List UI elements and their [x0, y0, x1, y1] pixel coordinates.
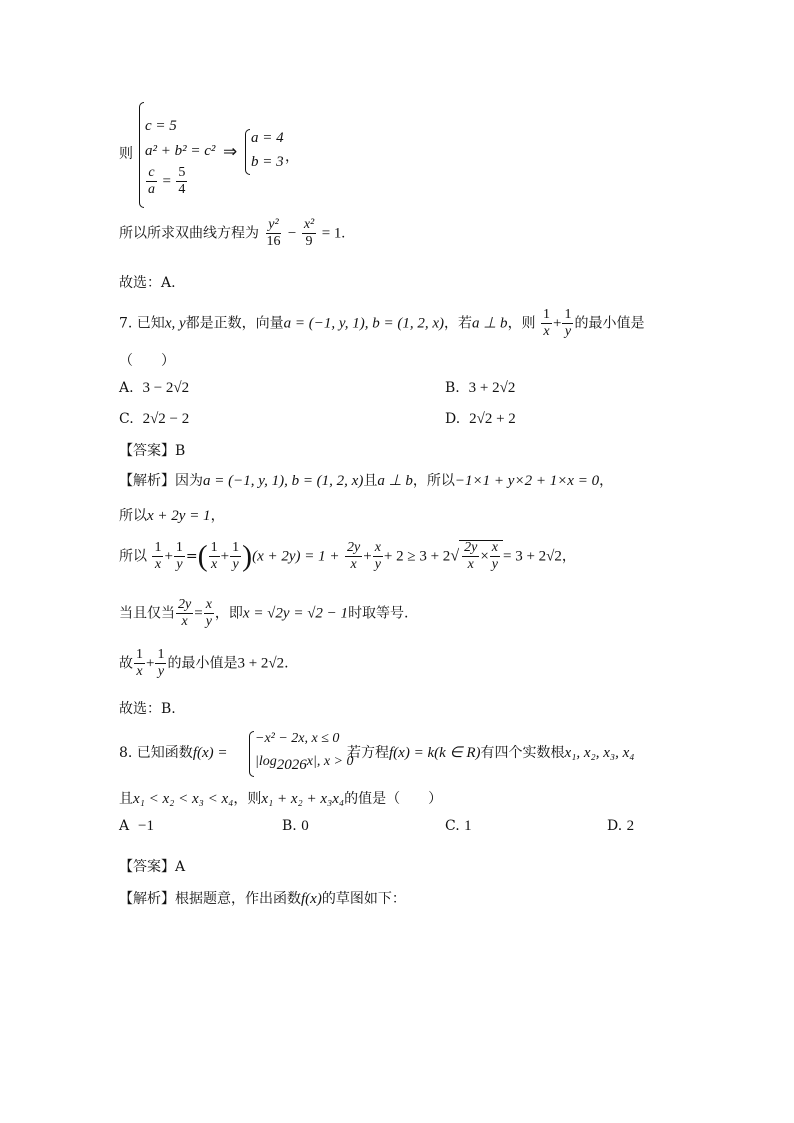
option-7-c[interactable]: C. 2√2 − 2 [119, 411, 190, 427]
solution-7-line-1: 【解析】因为a = (−1, y, 1), b = (1, 2, x)且a ⊥ b，所以−1×1 + y×2 + 1×x = 0， [119, 473, 614, 489]
eq-c: c = 5 [145, 118, 177, 134]
solution-7-line-3: 所以 $\frac{1}{x}$ + $\frac{1}{y}$ =( $\frac{1}{x}$ + $\frac{1}{y}$ )(x + 2y) = 1 + $\frac{2y}{x}$ + $\frac{x}{y}$ + 2 ≥ 3 + 2√ $\frac{2y}{x}$ × $\frac{x}{y}$ = 3 + 2√2， [119, 539, 576, 573]
question-8: 8. 已知函数f(x) = −x² − 2x, x ≤ 0 $|\log_{2026}x|$, x > 0 若方程f(x) = k(k ∈ R)有四个实数根x₁, x₂, x₃, x₄ [119, 728, 699, 778]
option-8-c[interactable]: C. 1 [445, 818, 472, 834]
option-7-d[interactable]: D. 2√2 + 2 [445, 411, 516, 427]
system-of-equations [119, 100, 439, 212]
answer-select-7: 故选：B. [119, 701, 176, 717]
left-brace [139, 102, 144, 208]
piece-2: $|\log_{2026}x|$, x > 0 [255, 754, 354, 773]
piecewise-brace [249, 731, 254, 777]
comma: ， [285, 149, 299, 165]
option-8-d[interactable]: D. 2 [607, 818, 635, 834]
implies-arrow: ⇒ [223, 142, 238, 161]
question-7: 7. 已知x, y都是正数，向量a = (−1, y, 1), b = (1, 2, x)，若a ⊥ b，则 $\frac{1}{x}$ + $\frac{1}{y}$ 的最小值是 [119, 307, 645, 339]
solution-7-line-4: 当且仅当 $\frac{2y}{x}$ = $\frac{x}{y}$ ，即x = √2y = √2 − 1时取等号. [119, 597, 409, 629]
piece-1: −x² − 2x, x ≤ 0 [255, 731, 340, 746]
eq-ratio: $\frac{c}{a}$ = $\frac{5}{4}$ [148, 165, 186, 197]
answer-8: 【答案】A [119, 859, 186, 875]
option-8-b[interactable]: B. 0 [282, 818, 309, 834]
eq-a: a = 4 [251, 130, 284, 146]
solution-8-line-1: 【解析】根据题意，作出函数f(x)的草图如下： [119, 891, 406, 907]
hyperbola-line: 所以所求双曲线方程为 $\frac{\text{y²}}{16}$ − $\frac{\text{x²}}{9}$ = 1. [119, 217, 346, 249]
answer-7: 【答案】B [119, 443, 186, 459]
solution-7-line-5: 故 $\frac{1}{x}$ + $\frac{1}{y}$ 的最小值是3 + 2√2. [119, 647, 289, 679]
eq-pythag: a² + b² = c² [145, 143, 216, 159]
question-7-paren: （ ） [119, 353, 175, 369]
option-7-a[interactable]: A. 3 − 2√2 [119, 380, 190, 396]
eq-b: b = 3 [251, 154, 284, 170]
option-8-a[interactable]: A −1 [119, 818, 154, 834]
question-8-line-2: 且x₁ < x₂ < x₃ < x₄，则x₁ + x₂ + x₃x₄的值是（ ） [119, 791, 443, 807]
solution-7-line-2: 所以x + 2y = 1， [119, 508, 225, 524]
answer-select-6: 故选：A. [119, 275, 176, 291]
then-label: 则 [119, 146, 133, 162]
option-7-b[interactable]: B. 3 + 2√2 [445, 380, 516, 396]
right-brace [245, 129, 250, 175]
